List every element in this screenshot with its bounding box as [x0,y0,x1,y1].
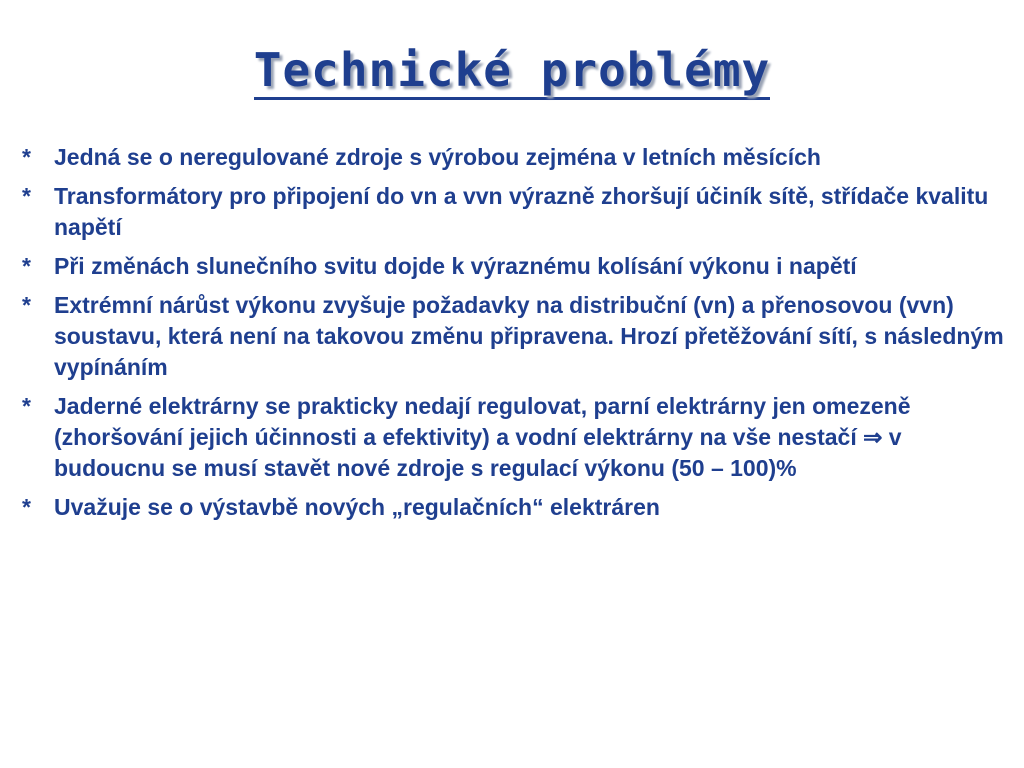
bullet-item [18,142,1008,173]
bullet-marker: * [22,292,31,318]
bullet-marker: * [22,393,31,419]
bullet-text: Jedná se o neregulované zdroje s výrobou zejména v letních měsících [54,144,821,170]
bullet-item [18,181,1008,243]
slide-title-container [0,40,1024,100]
bullet-item [18,251,1008,282]
bullet-marker: * [22,253,31,279]
bullet-text: Při změnách slunečního svitu dojde k výraznému kolísání výkonu i napětí [54,253,857,279]
bullet-item [18,290,1008,383]
bullet-item [18,391,1008,484]
bullet-item [18,492,1008,523]
bullet-list [18,142,1008,531]
bullet-text: Extrémní nárůst výkonu zvyšuje požadavky na distribuční (vn) a přenosovou (vvn) soustavu, která není na takovou změnu připravena. Hrozí přetěžování sítí, s následným vypínáním [54,292,1004,380]
bullet-marker: * [22,144,31,170]
bullet-marker: * [22,494,31,520]
bullet-marker: * [22,183,31,209]
bullet-text: Uvažuje se o výstavbě nových „regulačních“ elektráren [54,494,660,520]
slide-title: Technické problémy [254,43,771,100]
bullet-text: Transformátory pro připojení do vn a vvn výrazně zhoršují účiník sítě, střídače kvalitu napětí [54,183,989,240]
bullet-text: Jaderné elektrárny se prakticky nedají regulovat, parní elektrárny jen omezeně (zhoršování jejich účinnosti a efektivity) a vodní elektrárny na vše nestačí ⇒ v budoucnu se musí stavět nové zdroje s regulací výkonu (50 – 100)% [54,393,911,481]
